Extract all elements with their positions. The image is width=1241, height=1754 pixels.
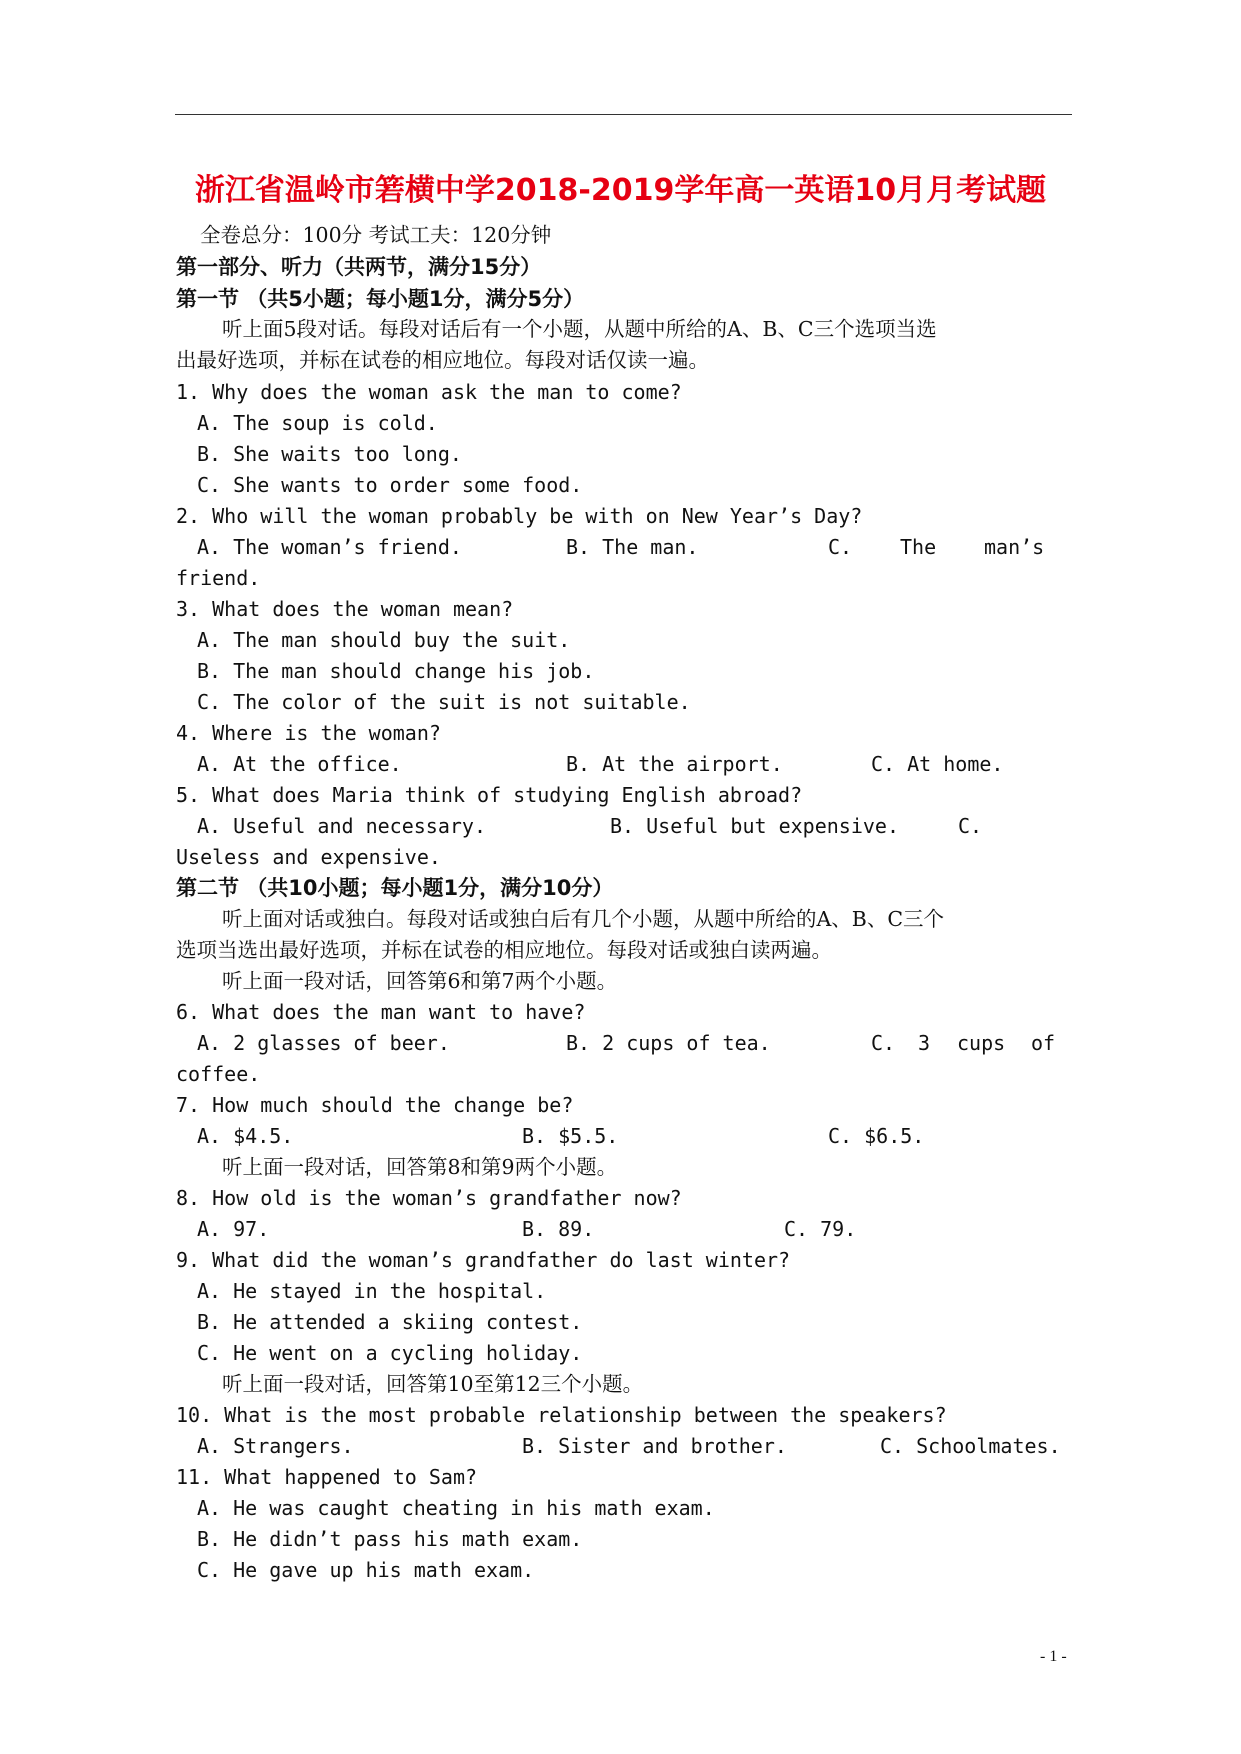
q2-option-c-word2: man’s [984,535,1045,559]
q10-option-c: C. Schoolmates. [880,1434,1061,1458]
note-q6-q7: 听上面一段对话，回答第6和第7两个小题。 [222,969,618,993]
q4-option-c: C. At home. [871,752,1004,776]
q9-option-a: A. He stayed in the hospital. [197,1279,547,1303]
q8-option-a: A. 97. [197,1217,270,1241]
q9-option-b: B. He attended a skiing contest. [197,1310,583,1334]
note-q10-q12: 听上面一段对话，回答第10至第12三个小题。 [222,1372,644,1396]
q7-option-b: B. $5.5. [522,1124,619,1148]
q1-option-c: C. She wants to order some food. [197,473,583,497]
section2-heading: 第二节 （共10小题；每小题1分，满分10分） [176,876,614,900]
q4-option-b: B. At the airport. [566,752,783,776]
q6-option-c-word2: cups [957,1031,1006,1055]
part1-heading: 第一部分、听力（共两节，满分15分） [176,255,542,279]
q8-option-c: C. 79. [784,1217,857,1241]
q8-option-b: B. 89. [522,1217,595,1241]
q5-option-b: B. Useful but expensive. [610,814,899,838]
q7-option-a: A. $4.5. [197,1124,294,1148]
q1-option-b: B. She waits too long. [197,442,462,466]
q10-option-b: B. Sister and brother. [522,1434,787,1458]
q6-option-c-word3: of [1031,1031,1056,1055]
question-3: 3. What does the woman mean? [176,597,514,621]
q11-option-a: A. He was caught cheating in his math exam. [197,1496,715,1520]
section2-instructions-line2: 选项当选出最好选项，并标在试卷的相应地位。每段对话或独白读两遍。 [176,938,832,962]
exam-info: 全卷总分：100分 考试工夫：120分钟 [200,223,552,247]
question-4: 4. Where is the woman? [176,721,441,745]
question-7: 7. How much should the change be? [176,1093,574,1117]
q5-option-a: A. Useful and necessary. [197,814,486,838]
q11-option-c: C. He gave up his math exam. [197,1558,535,1582]
q2-option-c-word3: friend. [176,566,261,590]
q5-option-c-letter: C. [958,814,983,838]
q5-option-c-text: Useless and expensive. [176,845,441,869]
question-2: 2. Who will the woman probably be with on New Year’s Day? [176,504,863,528]
q9-option-c: C. He went on a cycling holiday. [197,1341,583,1365]
page-number: - 1 - [1040,1648,1067,1665]
question-8: 8. How old is the woman’s grandfather now? [176,1186,682,1210]
q6-option-a: A. 2 glasses of beer. [197,1031,450,1055]
question-1: 1. Why does the woman ask the man to come? [176,380,682,404]
q2-option-b: B. The man. [566,535,699,559]
question-10: 10. What is the most probable relationship between the speakers? [176,1403,947,1427]
q10-option-a: A. Strangers. [197,1434,354,1458]
header-rule [175,114,1072,115]
q7-option-c: C. $6.5. [828,1124,925,1148]
question-11: 11. What happened to Sam? [176,1465,478,1489]
section1-heading: 第一节 （共5小题；每小题1分，满分5分） [176,287,585,311]
question-9: 9. What did the woman’s grandfather do last winter? [176,1248,791,1272]
section1-instructions-line2: 出最好选项，并标在试卷的相应地位。每段对话仅读一遍。 [176,348,709,372]
q3-option-b: B. The man should change his job. [197,659,595,683]
q6-option-c-letter: C. [871,1031,896,1055]
note-q8-q9: 听上面一段对话，回答第8和第9两个小题。 [222,1155,618,1179]
section2-instructions-line1: 听上面对话或独白。每段对话或独白后有几个小题，从题中所给的A、B、C三个 [222,907,945,931]
q6-option-c-word4: coffee. [176,1062,261,1086]
q3-option-a: A. The man should buy the suit. [197,628,571,652]
q6-option-c-word1: 3 [918,1031,931,1055]
q3-option-c: C. The color of the suit is not suitable. [197,690,691,714]
q2-option-a: A. The woman’s friend. [197,535,462,559]
q2-option-c-word1: The [900,535,937,559]
q4-option-a: A. At the office. [197,752,402,776]
section1-instructions-line1: 听上面5段对话。每段对话后有一个小题，从题中所给的A、B、C三个选项当选 [222,317,937,341]
question-5: 5. What does Maria think of studying English abroad? [176,783,803,807]
exam-title: 浙江省温岭市箬横中学2018-2019学年高一英语10月月考试题 [194,173,1047,208]
q2-option-c-letter: C. [828,535,853,559]
q11-option-b: B. He didn’t pass his math exam. [197,1527,583,1551]
q6-option-b: B. 2 cups of tea. [566,1031,771,1055]
q1-option-a: A. The soup is cold. [197,411,438,435]
question-6: 6. What does the man want to have? [176,1000,586,1024]
